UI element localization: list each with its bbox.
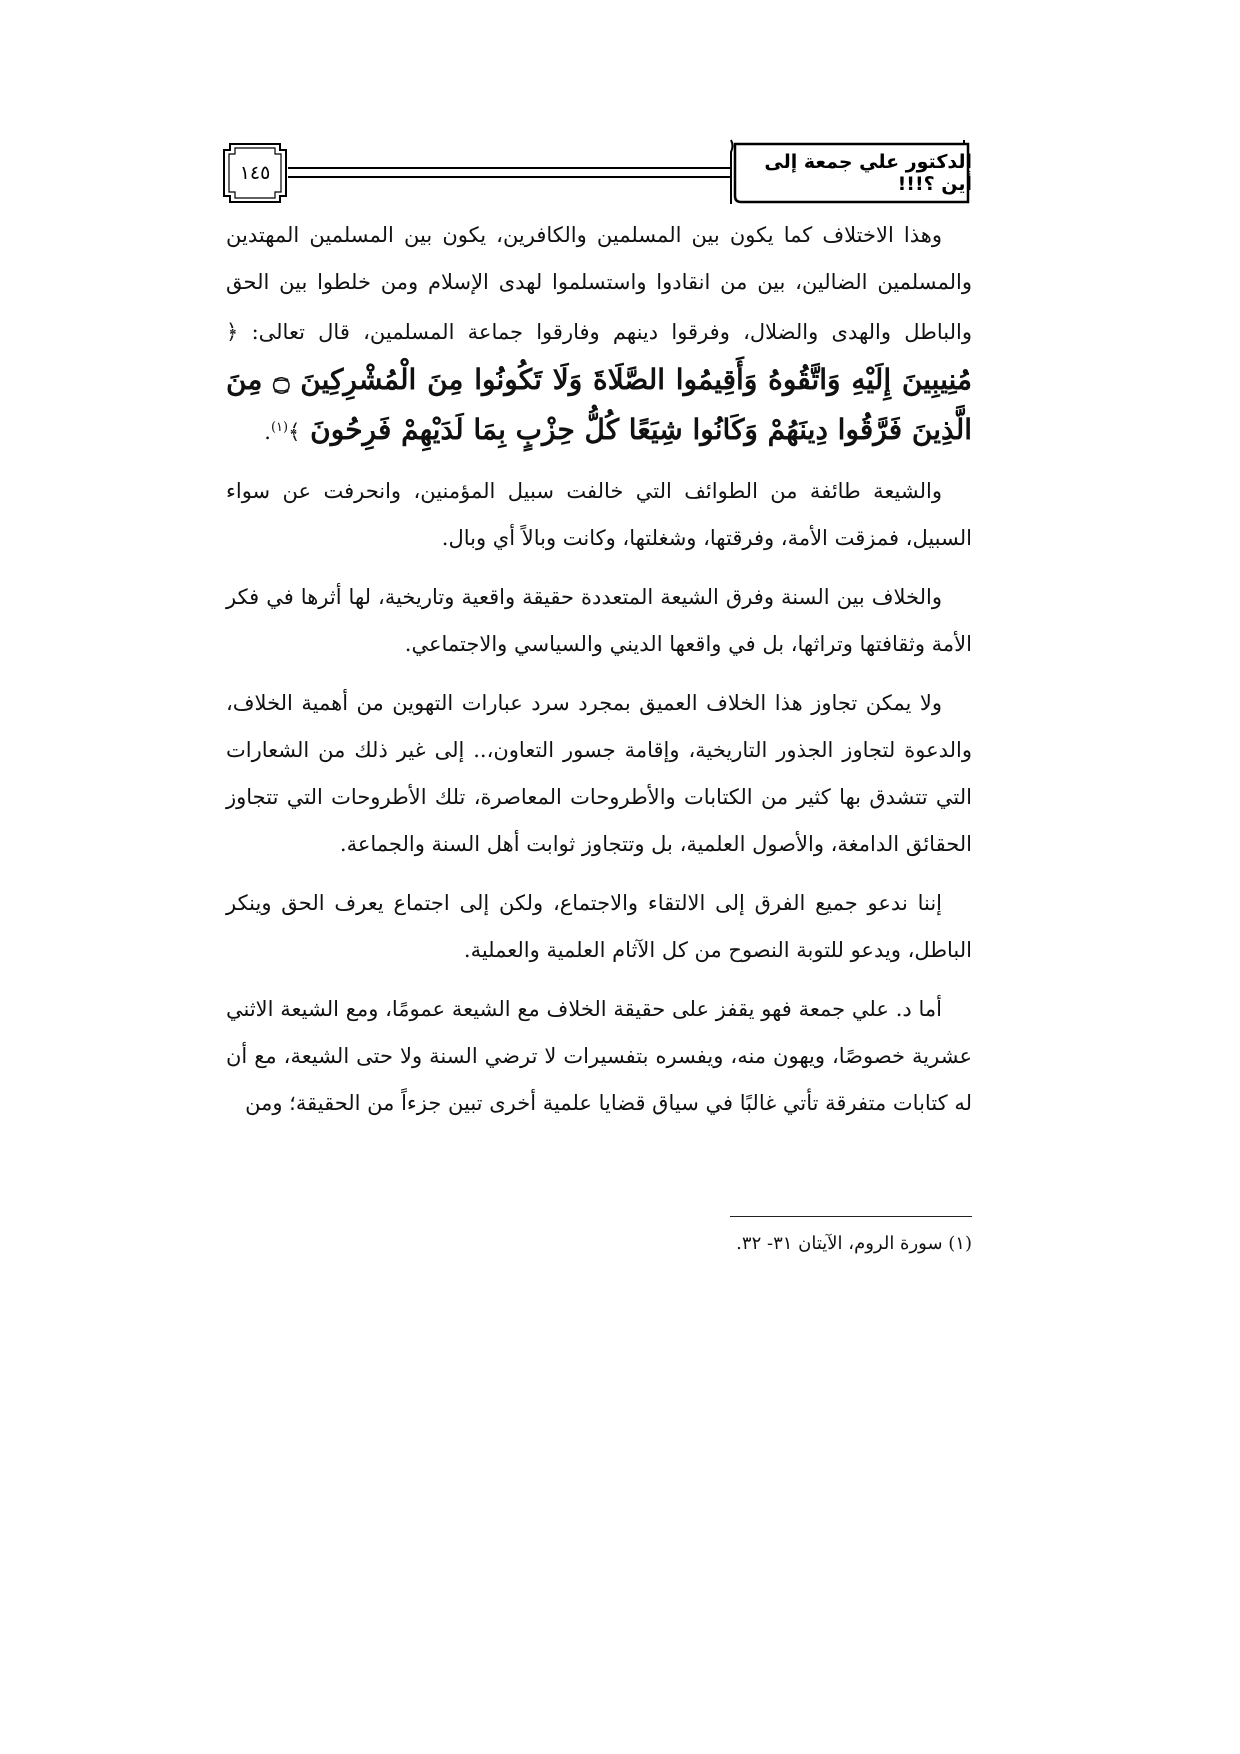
quran-verse: مُنِيبِينَ إِلَيْهِ وَاتَّقُوهُ وَأَقِيمُوا الصَّلَاةَ وَلَا تَكُونُوا مِنَ الْمُشْرِكِينَ ۝ مِنَ الَّذِينَ فَرَّقُوا دِينَهُمْ وَكَانُوا شِيَعًا كُلُّ حِزْبٍ بِمَا لَدَيْهِمْ فَرِحُونَ [226,363,973,446]
page-number: ١٤٥ [239,162,271,184]
main-text [226,212,972,1139]
footnote: (١) سورة الروم، الآيتان ٣١- ٣٢. [736,1233,972,1254]
footnote-separator [730,1216,972,1217]
paragraph-1-end: . [264,420,271,444]
footnote-reference: (١) [270,420,289,435]
paragraph-3: والخلاف بين السنة وفرق الشيعة المتعددة حقيقة واقعية وتاريخية، لها أثرها في فكر الأمة وثقافتها وتراثها، بل في واقعها الديني والسياسي والاجتماعي. [226,585,972,656]
quran-open-bracket: ﴿ [226,320,239,344]
paragraph-2: والشيعة طائفة من الطوائف التي خالفت سبيل المؤمنين، وانحرفت عن سواء السبيل، فمزقت الأمة، وفرقتها، وشغلتها، وكانت وبالاً أي وبال. [226,479,972,550]
paragraph-6: أما د. علي جمعة فهو يقفز على حقيقة الخلاف مع الشيعة عمومًا، ومع الشيعة الاثني عشرية خصوصًا، ويهون منه، ويفسره بتفسيرات لا ترضي السنة ولا حتى الشيعة، مع أن له كتابات متفرقة تأتي غالبًا في سياق قضايا علمية أخرى تبين جزءاً من الحقيقة؛ ومن [226,997,972,1115]
quran-close-bracket: ﴾ [288,420,301,444]
running-title: الدكتور علي جمعة إلى أين ؟!!! [764,151,972,195]
paragraph-1-text: وهذا الاختلاف كما يكون بين المسلمين والكافرين، يكون بين المسلمين المهتدين والمسلمين الضالين، بين من انقادوا واستسلموا لهدى الإسلام ومن خلطوا بين الحق والباطل والهدى والضلال، وفرقوا دينهم وفارقوا جماعة المسلمين، قال تعالى: [226,223,972,344]
paragraph-5: إننا ندعو جميع الفرق إلى الالتقاء والاجتماع، ولكن إلى اجتماع يعرف الحق وينكر الباطل، ويدعو للتوبة النصوح من كل الآثام العلمية والعملية. [226,891,972,962]
page-header [222,140,972,206]
paragraph-4: ولا يمكن تجاوز هذا الخلاف العميق بمجرد سرد عبارات التهوين من أهمية الخلاف، والدعوة لتجاوز الجذور التاريخية، وإقامة جسور التعاون،.. إلى غير ذلك من الشعارات التي تتشدق بها كثير من الكتابات والأطروحات المعاصرة، تلك الأطروحات التي تتجاوز الحقائق الدامغة، والأصول العلمية، بل وتتجاوز ثوابت أهل السنة والجماعة. [226,691,972,856]
paragraph-1 [226,212,972,456]
